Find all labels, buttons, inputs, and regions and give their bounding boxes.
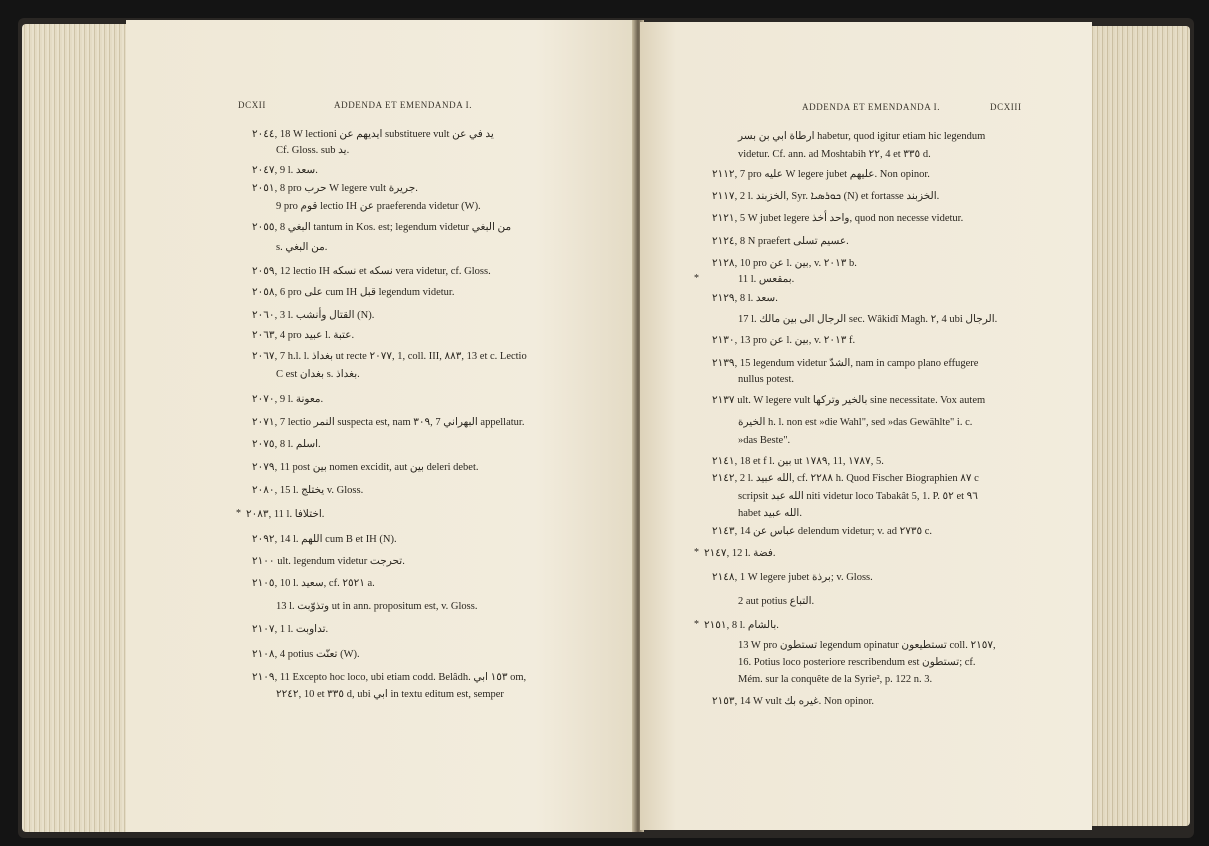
text-line: ٢٢٤٢, 10 et ٣٣٥ d, ubi ابي in textu editum est, semper xyxy=(276,689,504,700)
text-line: ٢١٥١, 8 l. بالشام. xyxy=(704,620,779,631)
text-line: ارطاة ابي بن بسر habetur, quod igitur etiam hic legendum xyxy=(738,131,986,142)
text-line: ٢٠٦٧, 7 h.l. l. بغداذ ut recte ٢٠٧٧, 1, coll. III, ٨٨٣, 13 et c. Lectio xyxy=(252,351,527,362)
page-edges-right xyxy=(1090,26,1190,826)
text-line: ٢٠٧١, 7 lectio النمر suspecta est, nam ٣٠٩, 7 البهراني appellatur. xyxy=(252,417,525,428)
text-line: Mém. sur la conquête de la Syrie², p. 122 n. 3. xyxy=(738,674,933,685)
text-line: ٢٠٦٣, 4 pro عبيد l. عتبة. xyxy=(252,330,355,341)
text-line: ٢١٤٢, 2 l. الله عبيد, cf. ٢٢٨٨ h. Quod Fischer Biographien ٨٧ c xyxy=(712,473,979,484)
text-line: ٢١٤٣, 14 عباس عن delendum videtur; v. ad ٢٧٣٥ c. xyxy=(712,526,933,537)
left-folio: DCXII xyxy=(238,100,266,110)
text-line: ٢٠٤٧, 9 l. سعد. xyxy=(252,165,318,176)
text-line: ٢١١٢, 7 pro عليه W legere jubet عليهم. Non opinor. xyxy=(712,169,930,180)
text-line: 13 l. وتذوّبت ut in ann. propositum est, v. Gloss. xyxy=(276,601,478,612)
text-line: الخيرة h. l. non est »die Wahl", sed »das Gewählte" i. c. xyxy=(738,417,973,428)
text-line: ٢٠٧٠, 9 l. معونة. xyxy=(252,394,324,405)
text-line: 17 l. الرجال الى بين مالك sec. Wâkidî Magh. ٢, 4 ubi الرجال. xyxy=(738,314,998,325)
text-line: ٢١٥٣, 14 W vult غيره بك. Non opinor. xyxy=(712,696,875,707)
text-line: 13 W pro تستطون legendum opinatur تستطيعون coll. ٢١٥٧, xyxy=(738,640,996,651)
text-line: »das Beste". xyxy=(738,435,791,446)
text-line: ٢١٢٩, 8 l. سعد. xyxy=(712,293,778,304)
asterisk-mark: * xyxy=(236,508,241,519)
text-line: ٢١٠٧, 1 l. تداوبت. xyxy=(252,624,329,635)
text-line: ٢١٠٠ ult. legendum videtur تحرجت. xyxy=(252,556,405,567)
text-line: ٢١٢١, 5 W jubet legere واحد أخذ, quod non necesse videtur. xyxy=(712,213,964,224)
right-page xyxy=(640,22,1092,830)
text-line: ٢١٠٨, 4 potius تعنّت (W). xyxy=(252,649,360,660)
text-line: ٢١٤١, 18 et f l. بين ut ١٧٨٩, 11, ١٧٨٧, 5. xyxy=(712,456,884,467)
text-line: s. من البغي. xyxy=(276,242,328,253)
text-line: ٢١١٧, 2 l. الخزبند, Syr. ܟܘܪܣܝܐ (N) et fortasse الخزبند. xyxy=(712,191,940,202)
left-running-head: ADDENDA ET EMENDANDA I. xyxy=(334,100,473,110)
text-line: ٢١٤٧, 12 l. فضة. xyxy=(704,548,776,559)
text-line: ٢٠٤٤, 18 W lectioni ايديهم عن substituere vult يد في عن xyxy=(252,129,494,140)
text-line: ٢١٣٧ ult. W legere vult بالخير وتركها sine necessitate. Vox autem xyxy=(712,395,986,406)
text-line: habet الله عبيد. xyxy=(738,508,802,519)
text-line: videtur. Cf. ann. ad Moshtabih ٢٢, 4 et ٣٣٥ d. xyxy=(738,149,931,160)
text-line: ٢١٣٠, 13 pro عن l. بين, v. ٢٠١٣ f. xyxy=(712,335,856,346)
text-line: ٢١٢٤, 8 N praefert عسيم تسلى. xyxy=(712,236,849,247)
asterisk-mark: * xyxy=(694,547,699,558)
text-line: C est بغدان s. بغداذ. xyxy=(276,369,360,380)
text-line: ٢٠٦٠, 3 l. القتال وأنشب (N). xyxy=(252,310,375,321)
text-line: ٢٠٥٥, 8 البغي tantum in Kos. est; legendum videtur من البغي xyxy=(252,222,512,233)
asterisk-mark: * xyxy=(694,619,699,630)
text-line: ٢١٣٩, 15 legendum videtur الشدّ, nam in campo plano effugere xyxy=(712,358,979,369)
text-line: ٢٠٩٢, 14 l. اللهم cum B et IH (N). xyxy=(252,534,397,545)
text-line: 2 aut potius التباع. xyxy=(738,596,815,607)
left-page xyxy=(126,20,638,832)
page-edges-left xyxy=(22,24,130,832)
text-line: ٢٠٧٩, 11 post بين nomen excidit, aut بين deleri debet. xyxy=(252,462,479,473)
text-line: ٢١٢٨, 10 pro عن l. بين, v. ٢٠١٣ b. xyxy=(712,258,857,269)
text-line: ٢٠٨٠, 15 l. يختلج v. Gloss. xyxy=(252,485,364,496)
text-line: ٢٠٥١, 8 pro حرب W legere vult جريرة. xyxy=(252,183,418,194)
text-line: Cf. Gloss. sub يد. xyxy=(276,145,350,156)
text-line: ٢١٠٩, 11 Excepto hoc loco, ubi etiam codd. Belâdh. ١٥٣ ابي om, xyxy=(252,672,527,683)
asterisk-mark: * xyxy=(694,273,699,284)
text-line: scripsit الله عبد niti videtur loco Tabakât 5, 1. P. ٥٢ et ٩٦ xyxy=(738,491,978,502)
text-line: ٢٠٨٣, 11 l. اختلافا. xyxy=(246,509,325,520)
text-line: 16. Potius loco posteriore rescribendum est تستطون; cf. xyxy=(738,657,976,668)
right-folio: DCXIII xyxy=(990,102,1022,112)
text-line: ٢١٤٨, 1 W legere jubet برذة; v. Gloss. xyxy=(712,572,873,583)
text-line: ٢١٠٥, 10 l. سعيد, cf. ٢٥٢١ a. xyxy=(252,578,375,589)
text-line: ٢٠٥٩, 12 lectio IH نسكه et نسكه vera videtur, cf. Gloss. xyxy=(252,266,491,277)
text-line: nullus potest. xyxy=(738,374,795,385)
right-running-head: ADDENDA ET EMENDANDA I. xyxy=(802,102,941,112)
text-line: ٢٠٧٥, 8 l. اسلم. xyxy=(252,439,321,450)
text-line: 11 l. بمقعس. xyxy=(738,274,795,285)
text-line: 9 pro قوم lectio IH عن praeferenda videtur (W). xyxy=(276,201,481,212)
text-line: ٢٠٥٨, 6 pro على cum IH قبل legendum videtur. xyxy=(252,287,455,298)
